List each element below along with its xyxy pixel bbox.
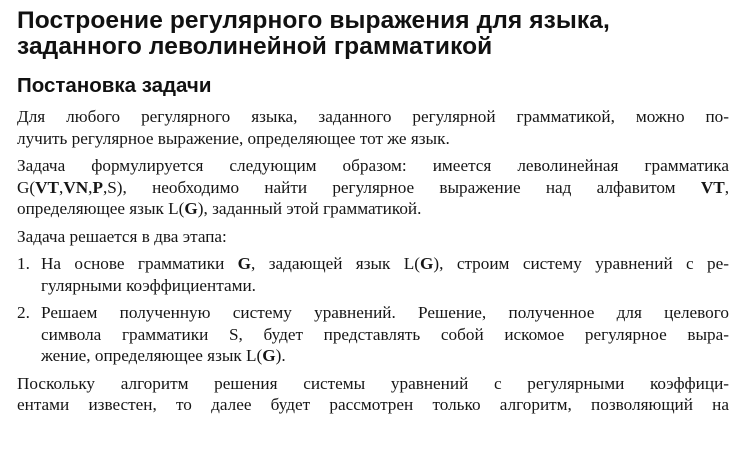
chapter-title-line-1: Построение регулярного выражения для языка, (17, 7, 610, 34)
text-fragment: ,S), необходимо найти регулярное выражение над алфавитом (102, 177, 701, 197)
list-item (17, 302, 729, 367)
steps-list (17, 253, 729, 367)
paragraph-algorithm (17, 373, 729, 416)
text-fragment: , (724, 177, 729, 197)
symbol-g: G (184, 199, 198, 218)
paragraph-stages (17, 226, 729, 248)
symbol-g: G (237, 254, 252, 273)
chapter-title (17, 8, 729, 60)
paragraph-task-line-2 (17, 177, 729, 199)
list-item-line (41, 253, 729, 275)
symbol-p: P (92, 177, 103, 197)
list-item-text (41, 302, 729, 367)
text-fragment: G( (17, 177, 36, 197)
list-item-line: гулярными коэффициентами. (41, 275, 256, 295)
symbol-vn: VN (63, 177, 89, 197)
list-item-line (41, 345, 729, 367)
paragraph-task-line-1: Задача формулируется следующим образом: имеется леволинейная грамматика (17, 156, 729, 175)
paragraph-intro (17, 106, 729, 149)
list-item-line: Решаем полученную систему уравнений. Решение, полученное для целевого (41, 303, 729, 322)
list-item-line: символа грамматики S, будет представлять собой искомое регулярное выра- (41, 324, 729, 344)
paragraph-algorithm-line-2: ентами известен, то далее будет рассмотрен только алгоритм, позволяющий на (17, 395, 729, 414)
text-fragment: жение, определяющее язык L( (41, 346, 263, 365)
paragraph-task-line-3 (17, 198, 729, 220)
text-fragment: На основе грамматики (41, 254, 238, 273)
paragraph-task (17, 155, 729, 220)
symbol-vt: VT (35, 177, 60, 197)
text-fragment: определяющее язык L( (17, 199, 185, 218)
symbol-g: G (262, 346, 276, 365)
list-item (17, 253, 729, 296)
list-item-text (41, 253, 729, 296)
text-fragment: ). (275, 346, 286, 365)
text-fragment: , задающей язык L( (251, 254, 421, 273)
paragraph-intro-line-2: лучить регулярное выражение, определяющее тот же язык. (17, 128, 450, 148)
text-fragment: , (59, 177, 64, 197)
paragraph-algorithm-line-1: Поскольку алгоритм решения системы уравнений с регулярными коэффици- (17, 373, 729, 393)
paragraph-intro-line-1: Для любого регулярного языка, заданного регулярной грамматикой, можно по- (17, 107, 729, 126)
text-fragment: , (88, 177, 93, 197)
paragraph-stages-line: Задача решается в два этапа: (17, 226, 227, 246)
text-fragment: ), строим систему уравнений с ре- (433, 254, 729, 273)
section-title: Постановка задачи (17, 74, 212, 97)
text-fragment: ), заданный этой грамматикой. (197, 199, 422, 218)
list-item-number: 2. (17, 303, 30, 322)
list-item-number: 1. (17, 254, 30, 273)
symbol-g: G (420, 254, 434, 273)
symbol-vt: VT (700, 177, 725, 197)
chapter-title-line-2: заданного леволинейной грамматикой (17, 33, 493, 60)
